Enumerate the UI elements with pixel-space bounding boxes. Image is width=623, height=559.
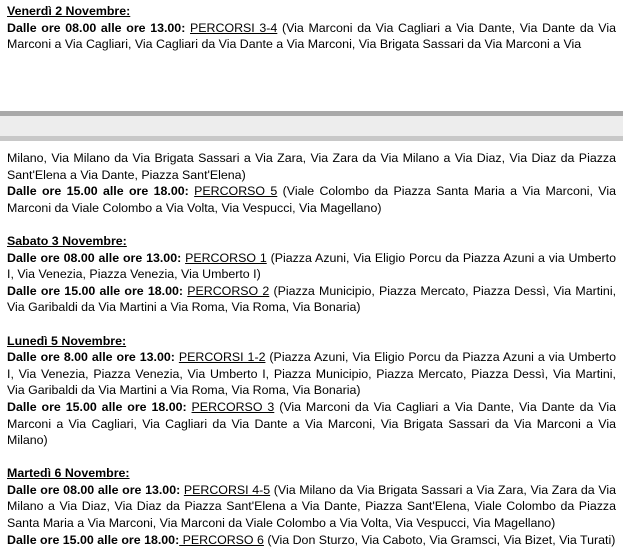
entry-time: Dalle ore 8.00 alle ore 13.00: [7,350,175,365]
entry-time: Dalle ore 08.00 alle ore 13.00: [7,482,181,497]
entry-route: PERCORSO 5 [194,184,278,199]
entry-description: (Via Don Sturzo, Via Caboto, Via Gramsci, Via Bizet, Via Turati) [263,532,616,547]
entry-time: Dalle ore 08.00 alle ore 13.00: [7,250,182,265]
page-top-content [7,3,616,53]
schedule-entry-monday-morning [7,349,616,399]
document-page-top [0,0,623,111]
entry-time: Dalle ore 15.00 alle ore 18.00: [7,399,187,414]
day-title-tuesday: Martedì 6 Novembre: [7,466,130,481]
entry-description: (Viale Colombo da Piazza Santa Maria a Via Marconi, Via Marconi da Viale Colombo a Via Volta, Via Vespucci, Via Magellano) [7,184,616,215]
entry-description: (Piazza Azuni, Via Eligio Porcu da Piazza Azuni a via Umberto I, Via Venezia, Piazza Venezia, Via Umberto I, Piazza Municipio, Piazza Mercato, Piazza Dessì, Via Martini, Via Garibaldi da Via Martini a Via Roma, Via Roma, Via Bonaria) [7,350,616,398]
day-title-saturday: Sabato 3 Novembre: [7,233,127,248]
day-tuesday [7,465,616,548]
entry-route: PERCORSI 3-4 [190,20,278,35]
schedule-entry-saturday-afternoon [7,283,616,316]
paragraph-spacer [7,449,616,466]
entry-description: (Piazza Municipio, Piazza Mercato, Piazza Dessì, Via Martini, Via Garibaldi da Via Martini a Via Roma, Via Roma, Via Bonaria) [7,283,617,315]
entry-description: (Via Marconi da Via Cagliari a Via Dante, Via Dante da Via Marconi a Via Cagliari, Via Cagliari da Via Dante a Via Marconi, Via Brigata Sassari da Via Marconi a Via [7,20,616,52]
page-bottom-content [7,150,616,548]
page-break [0,111,623,141]
schedule-entry-friday-afternoon [7,183,616,216]
entry-route: PERCORSO 1 [185,250,267,265]
schedule-entry-saturday-morning [7,250,616,283]
day-saturday [7,233,616,316]
entry-description: (Via Marconi da Via Cagliari a Via Dante, Via Dante da Via Marconi a Via Cagliari, Via Cagliari da Via Dante a Via Marconi, Via Brigata Sassari da Via Marconi a Via Milano) [7,399,617,448]
entry-time: Dalle ore 15.00 alle ore 18.00: [7,184,189,199]
entry-route: PERCORSI 1-2 [178,350,266,365]
day-title-friday: Venerdì 2 Novembre: [7,4,131,18]
entry-route: PERCORSO 3 [191,399,275,414]
entry-route: PERCORSI 4-5 [183,482,271,497]
entry-time: Dalle ore 08.00 alle ore 13.00: [7,20,186,35]
day-title-monday: Lunedì 5 Novembre: [7,333,127,348]
document-page-bottom [0,141,623,559]
paragraph-spacer [7,216,616,233]
entry-time: Dalle ore 15.00 alle ore 18.00: [7,532,180,547]
day-monday [7,333,616,449]
entry-description: (Via Milano da Via Brigata Sassari a Via Zara, Via Zara da Via Milano a Via Diaz, Via Diaz da Piazza Sant'Elena a Via Dante, Piazza Sant'Elena, Viale Colombo da Piazza Santa Maria a Via Marconi, Via Marconi da Viale Colombo a Via Volta, Via Vespucci, Via Magellano) [7,482,617,531]
entry-route: PERCORSO 2 [187,283,270,298]
schedule-entry-monday-afternoon [7,399,616,449]
schedule-entry-friday-morning [7,20,616,53]
entry-route: PERCORSO 6 [179,532,264,547]
day-friday [7,3,616,53]
continuation-text: Milano, Via Milano da Via Brigata Sassari a Via Zara, Via Zara da Via Milano a Via Diaz, Via Diaz da Piazza Sant'Elena a Via Dante, Piazza Sant'Elena) [7,151,616,182]
paragraph-spacer [7,316,616,333]
entry-description: (Piazza Azuni, Via Eligio Porcu da Piazza Azuni a via Umberto I, Via Venezia, Piazza Venezia, Via Umberto I) [7,250,616,282]
entry-time: Dalle ore 15.00 alle ore 18.00: [7,283,184,298]
schedule-entry-tuesday-afternoon [7,532,616,549]
schedule-entry-tuesday-morning [7,482,616,532]
